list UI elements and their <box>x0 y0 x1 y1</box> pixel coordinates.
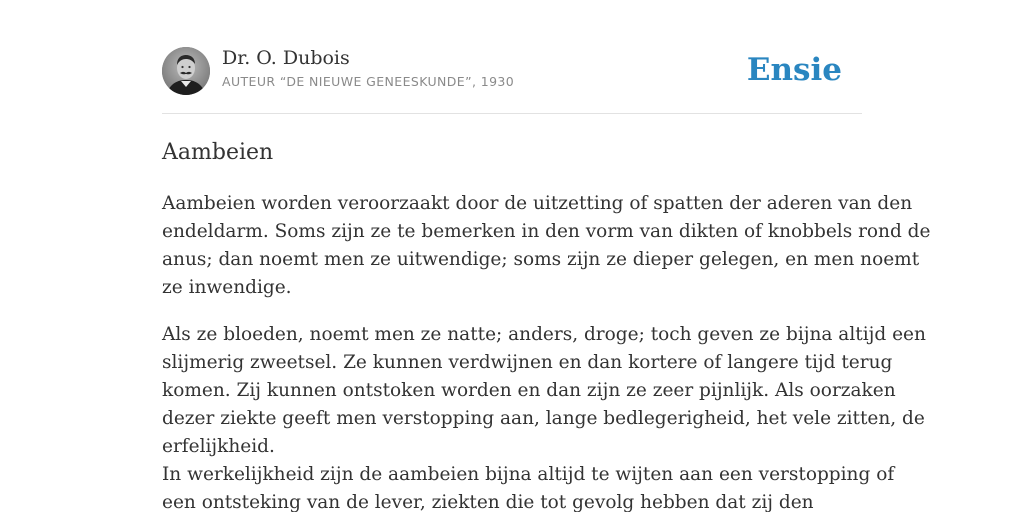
author-subtitle: AUTEUR “DE NIEUWE GENEESKUNDE”, 1930 <box>222 74 515 89</box>
text-line: anus; dan noemt men ze uitwendige; soms zijn ze dieper gelegen, en men noemt <box>162 249 920 270</box>
author-name[interactable]: Dr. O. Dubois <box>222 47 350 69</box>
text-line: endeldarm. Soms zijn ze te bemerken in den vorm van dikten of knobbels rond de <box>162 221 931 242</box>
author-header <box>162 46 862 96</box>
paragraph-2 <box>162 321 926 512</box>
author-avatar <box>162 47 210 95</box>
paragraph-1 <box>162 190 931 302</box>
text-line: ze inwendige. <box>162 277 292 298</box>
header-divider <box>162 113 862 114</box>
text-line: Als ze bloeden, noemt men ze natte; anders, droge; toch geven ze bijna altijd een <box>162 324 926 345</box>
paragraph-spacer <box>162 302 862 321</box>
text-line: Aambeien worden veroorzaakt door de uitzetting of spatten der aderen van den <box>162 193 913 214</box>
author-portrait-image <box>162 47 210 95</box>
text-line: een ontsteking van de lever, ziekten die tot gevolg hebben dat zij den <box>162 492 814 512</box>
article-title: Aambeien <box>162 140 274 165</box>
ensie-logo[interactable]: Ensie <box>746 52 842 88</box>
text-line: erfelijkheid. <box>162 436 275 457</box>
article-body <box>162 190 931 512</box>
text-line: slijmerig zweetsel. Ze kunnen verdwijnen en dan kortere of langere tijd terug <box>162 352 893 373</box>
text-line: In werkelijkheid zijn de aambeien bijna altijd te wijten aan een verstopping of <box>162 464 895 485</box>
text-line: dezer ziekte geeft men verstopping aan, lange bedlegerigheid, het vele zitten, de <box>162 408 925 429</box>
text-line: komen. Zij kunnen ontstoken worden en dan zijn ze zeer pijnlijk. Als oorzaken <box>162 380 896 401</box>
